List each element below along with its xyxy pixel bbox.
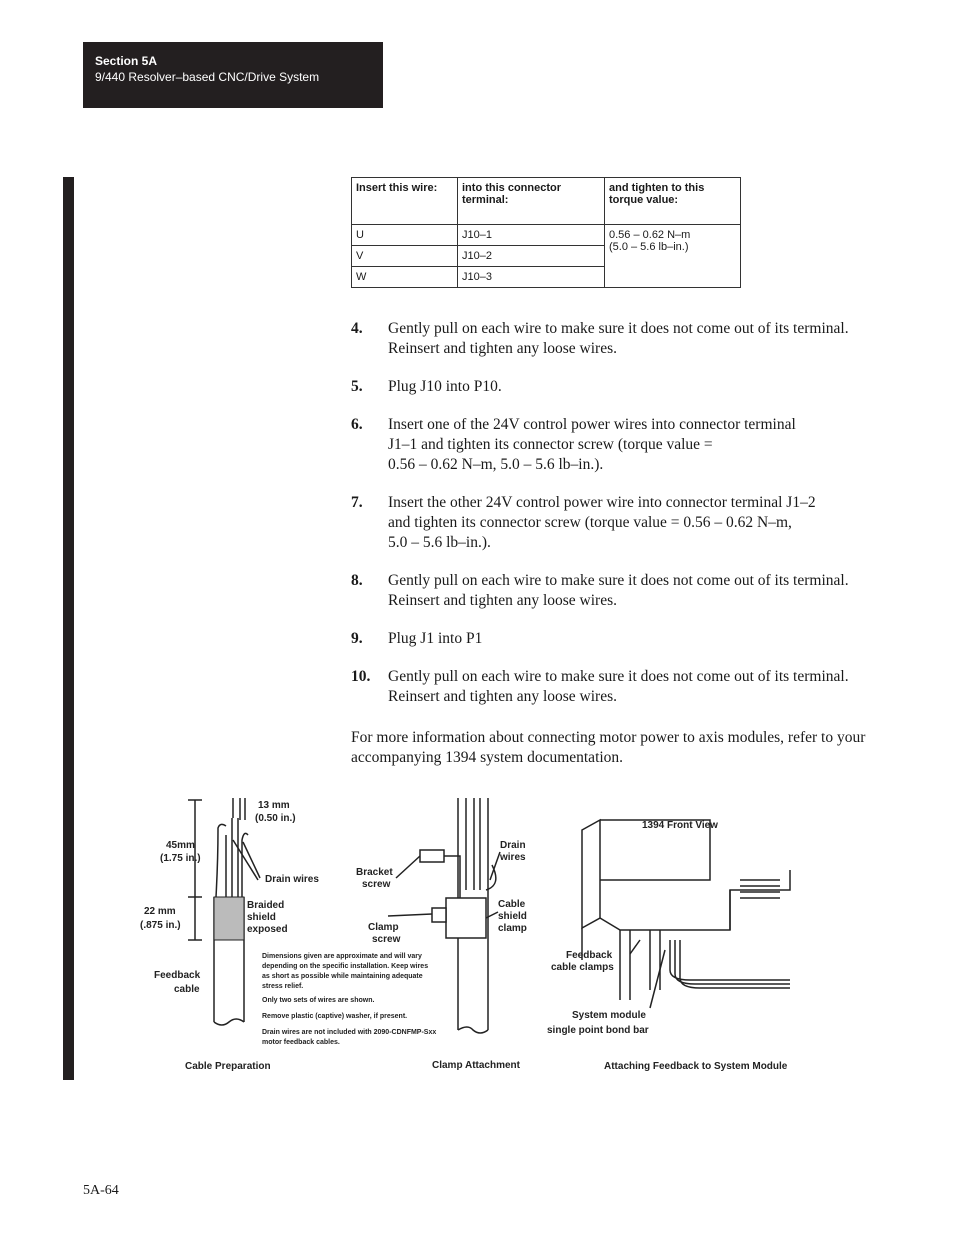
caption-cable-preparation: Cable Preparation bbox=[185, 1061, 271, 1072]
svg-text:depending on the specific inst: depending on the specific installation. Keep wires bbox=[262, 963, 429, 970]
feedback-label: cable bbox=[174, 984, 200, 995]
svg-text:Drain wires are not included w: Drain wires are not included with 2090-CDNFMP-Sxx bbox=[262, 1029, 437, 1036]
drain-label: Drain bbox=[500, 840, 526, 851]
feedback-label: Feedback bbox=[154, 970, 201, 981]
table-header-terminal: into this connector terminal: bbox=[458, 178, 605, 225]
list-item: 10. Gently pull on each wire to make sure it does not come out of its terminal. Reinsert and tighten any loose wires. bbox=[351, 668, 849, 705]
section-title: Section 5A bbox=[95, 54, 158, 68]
caption-system-module: Attaching Feedback to System Module bbox=[604, 1061, 788, 1072]
dim-label: (0.50 in.) bbox=[255, 813, 296, 824]
table-cell: J10–1 bbox=[458, 225, 605, 246]
svg-text:as short as possible while mai: as short as possible while maintaining adequate bbox=[262, 973, 423, 980]
sidebar-bar bbox=[63, 177, 74, 1080]
bracket-label: screw bbox=[362, 879, 391, 890]
system-module-drawing bbox=[582, 820, 790, 1008]
list-item: 8. Gently pull on each wire to make sure it does not come out of its terminal. Reinsert and tighten any loose wires. bbox=[351, 572, 849, 609]
list-item: 5. Plug J10 into P10. bbox=[351, 378, 502, 395]
cable-clamp-label: clamp bbox=[498, 923, 527, 934]
table-cell: J10–3 bbox=[458, 267, 605, 288]
system-module-label: System module bbox=[572, 1010, 646, 1021]
front-view-label: 1394 Front View bbox=[642, 820, 718, 831]
clamp-attachment-drawing bbox=[388, 798, 500, 1033]
feedback-clamps-label: cable clamps bbox=[551, 962, 614, 973]
braided-label: exposed bbox=[247, 924, 288, 935]
list-item: 6. Insert one of the 24V control power wires into connector terminal J1–1 and tighten its connector screw (torque value = 0.56 – 0.62 N–m, 5.0 – 5.6 lb–in.). bbox=[351, 416, 796, 473]
dim-label: 22 mm bbox=[144, 906, 176, 917]
feedback-cable-figure bbox=[130, 790, 810, 1080]
section-subtitle: 9/440 Resolver–based CNC/Drive System bbox=[95, 70, 320, 84]
table-header-row bbox=[352, 178, 741, 225]
list-item: 9. Plug J1 into P1 bbox=[351, 630, 483, 647]
table-header-torque: and tighten to this torque value: bbox=[605, 178, 741, 225]
torque-table bbox=[351, 177, 741, 288]
table-row bbox=[352, 225, 741, 246]
torque-value-cell: 0.56 – 0.62 N–m (5.0 – 5.6 lb–in.) bbox=[605, 225, 741, 288]
system-module-label: single point bond bar bbox=[547, 1025, 649, 1036]
svg-text:Dimensions given are approxima: Dimensions given are approximate and will vary bbox=[262, 953, 422, 960]
braided-shield bbox=[214, 897, 244, 940]
table-header-wire: Insert this wire: bbox=[352, 178, 458, 225]
dim-label: (.875 in.) bbox=[140, 920, 181, 931]
table-cell: J10–2 bbox=[458, 246, 605, 267]
bracket-label: Bracket bbox=[356, 867, 393, 878]
feedback-clamps-label: Feedback bbox=[566, 950, 613, 961]
drain-label: wires bbox=[500, 852, 526, 863]
cable-clamp-label: shield bbox=[498, 911, 527, 922]
clamp-label: Clamp bbox=[368, 922, 399, 933]
table-cell: V bbox=[352, 246, 458, 267]
svg-text:stress relief.: stress relief. bbox=[262, 983, 304, 990]
clamp-label: screw bbox=[372, 934, 401, 945]
svg-text:Only two sets of wires are sho: Only two sets of wires are shown. bbox=[262, 997, 375, 1004]
table-cell: U bbox=[352, 225, 458, 246]
svg-text:Remove plastic (captive) washe: Remove plastic (captive) washer, if present. bbox=[262, 1013, 408, 1020]
cable-clamp-label: Cable bbox=[498, 899, 526, 910]
braided-label: shield bbox=[247, 912, 276, 923]
dim-label: (1.75 in.) bbox=[160, 853, 201, 864]
svg-text:motor feedback cables.: motor feedback cables. bbox=[262, 1039, 340, 1046]
step-list bbox=[351, 319, 871, 725]
caption-clamp-attachment: Clamp Attachment bbox=[432, 1060, 520, 1071]
braided-label: Braided bbox=[247, 900, 285, 911]
drain-wires-label: Drain wires bbox=[265, 874, 319, 885]
list-item: 7. Insert the other 24V control power wire into connector terminal J1–2 and tighten its connector screw (torque value = 0.56 – 0.62 N–m, 5.0 – 5.6 lb–in.). bbox=[351, 494, 816, 551]
more-info-paragraph: For more information about connecting motor power to axis modules, refer to your accompanying 1394 system documentation. bbox=[351, 729, 866, 766]
dim-label: 13 mm bbox=[258, 800, 290, 811]
list-item: 4. Gently pull on each wire to make sure it does not come out of its terminal. Reinsert and tighten any loose wires. bbox=[351, 320, 849, 357]
table-cell: W bbox=[352, 267, 458, 288]
page-number: 5A-64 bbox=[83, 1183, 119, 1198]
figure-notes bbox=[262, 953, 436, 1046]
dim-label: 45mm bbox=[166, 840, 195, 851]
section-header bbox=[83, 42, 383, 108]
